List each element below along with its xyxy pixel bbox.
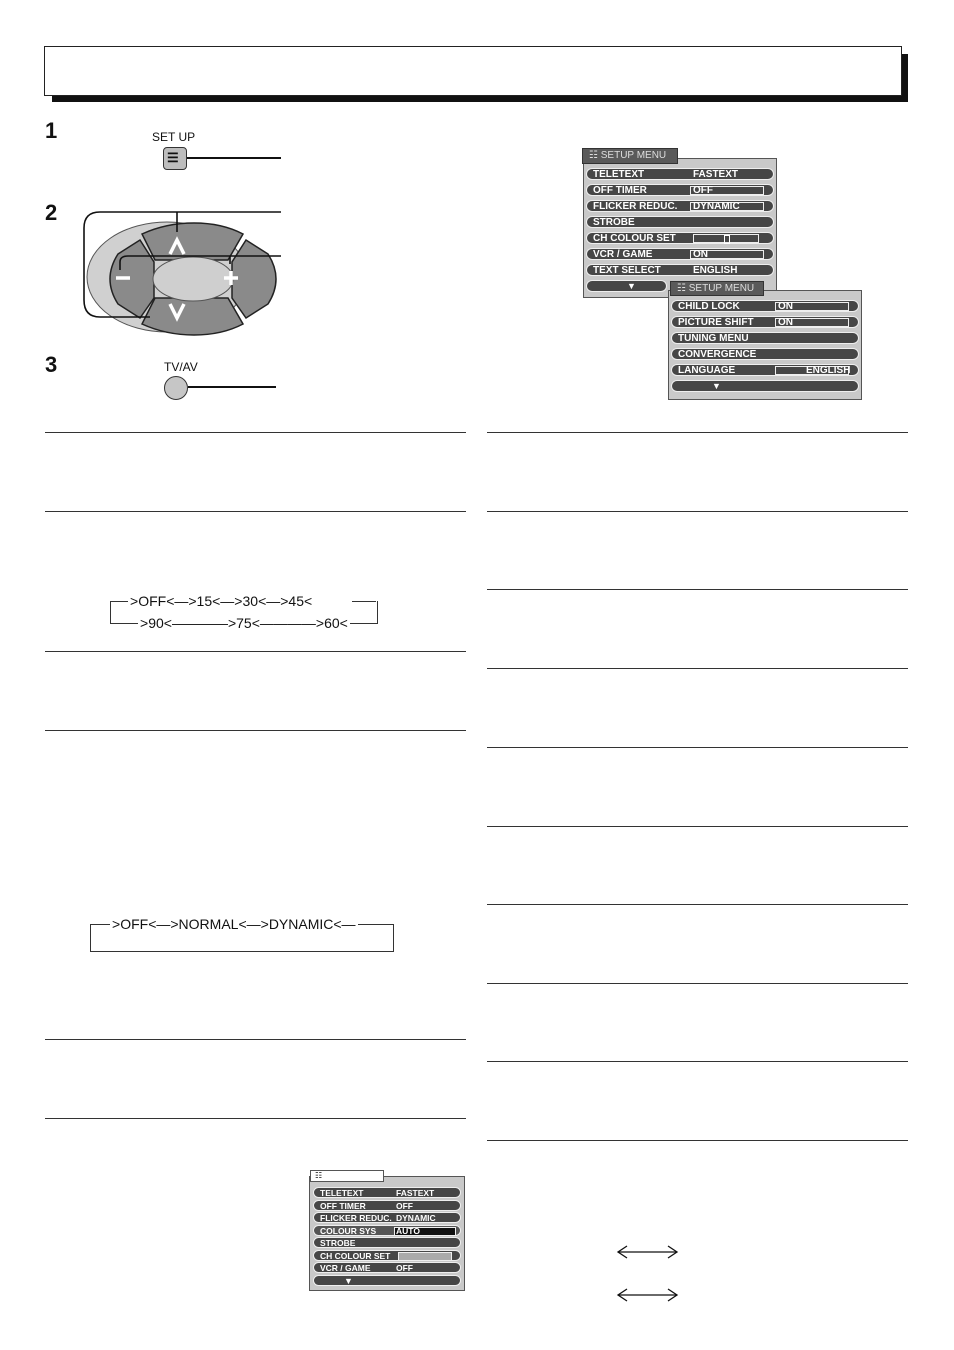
rule (487, 1061, 908, 1062)
menu-row-child-lock[interactable]: CHILD LOCK ON (671, 300, 859, 312)
setup-menu-title: SETUP MENU (600, 150, 667, 161)
rule (487, 826, 908, 827)
cycle-value: 15 (196, 593, 213, 609)
rule (45, 730, 466, 731)
menu-row-picture-shift[interactable]: PICTURE SHIFT ON (671, 316, 859, 328)
menu-row-colour-sys[interactable]: COLOUR SYS AUTO (313, 1225, 461, 1236)
directional-pad (70, 200, 290, 340)
rule (487, 904, 908, 905)
menu-row-ch-colour-set[interactable]: CH COLOUR SET (313, 1250, 461, 1261)
step-number-2: 2 (45, 200, 58, 225)
header-title-box (44, 46, 902, 96)
down-arrow-icon: ▼ (712, 381, 721, 391)
rule (45, 432, 466, 433)
down-button (142, 298, 243, 335)
menu-row-strobe[interactable]: STROBE (313, 1237, 461, 1248)
flicker-row: >OFF<—>NORMAL<—>DYNAMIC<— (112, 916, 356, 932)
cycle-value: 30 (242, 593, 259, 609)
cycle-value: DYNAMIC (268, 916, 334, 932)
double-arrow-icon (615, 1287, 681, 1303)
menu-row-vcr-game[interactable]: VCR / GAME OFF (313, 1262, 461, 1273)
setup-menu-small (309, 1171, 465, 1291)
callout-line-tvav (188, 386, 276, 388)
setup-menu-tab (582, 148, 678, 164)
setup-menu-tab-small (310, 1170, 384, 1182)
menu-scroll-down[interactable] (586, 280, 667, 292)
menu-row-off-timer[interactable]: OFF TIMER OFF (313, 1200, 461, 1211)
menu-scroll-down-small[interactable] (313, 1275, 461, 1286)
menu-row-flicker[interactable]: FLICKER REDUC. DYNAMIC (586, 200, 774, 212)
menu-row-off-timer[interactable]: OFF TIMER OFF (586, 184, 774, 196)
down-arrow-icon: ▼ (344, 1275, 353, 1286)
setup-button[interactable] (163, 147, 187, 170)
rule (487, 668, 908, 669)
menu-list-icon: ☷ (315, 1171, 323, 1180)
setup-menu-second-rows (668, 300, 862, 400)
rule (487, 747, 908, 748)
slider-thumb[interactable] (724, 235, 730, 244)
callout-line-setup (187, 157, 281, 159)
up-button (142, 223, 243, 260)
setup-menu-main-rows (583, 168, 777, 298)
menu-scroll-down-second[interactable] (671, 380, 859, 392)
cycle-value: OFF (120, 916, 149, 932)
menu-row-tuning-menu[interactable]: TUNING MENU (671, 332, 859, 344)
menu-row-vcr-game[interactable]: VCR / GAME ON (586, 248, 774, 260)
off-timer-bottom-row: >90<————>75<————>60< (140, 615, 348, 631)
menu-row-strobe[interactable]: STROBE (586, 216, 774, 228)
cycle-value: 45 (288, 593, 304, 609)
rule (487, 511, 908, 512)
step-number-3: 3 (45, 352, 58, 377)
rule (45, 511, 466, 512)
menu-list-icon: ☷ (677, 283, 686, 294)
cycle-value: 75 (236, 615, 252, 631)
rule (487, 432, 908, 433)
menu-row-text-select[interactable]: TEXT SELECT ENGLISH (586, 264, 774, 276)
setup-menu-tab-second (670, 281, 764, 296)
menu-row-teletext[interactable]: TELETEXT FASTEXT (586, 168, 774, 180)
rule (487, 983, 908, 984)
rule (45, 651, 466, 652)
cycle-value: 60 (324, 615, 340, 631)
rule (487, 1140, 908, 1141)
cycle-value: OFF (138, 593, 167, 609)
off-timer-top-row: >OFF<—>15<—>30<—>45< (130, 593, 313, 609)
rule (45, 1118, 466, 1119)
tvav-button-label: TV/AV (164, 360, 198, 374)
cycle-value: 90 (148, 615, 164, 631)
menu-row-teletext[interactable]: TELETEXT FASTEXT (313, 1187, 461, 1198)
setup-menu-title: SETUP MENU (688, 283, 755, 294)
menu-list-icon: ☰ (167, 150, 179, 165)
plus-button (232, 240, 276, 318)
rule (487, 589, 908, 590)
menu-row-ch-colour-set[interactable]: CH COLOUR SET (586, 232, 774, 244)
menu-row-convergence[interactable]: CONVERGENCE (671, 348, 859, 360)
down-arrow-icon: ▼ (627, 281, 636, 291)
cycle-value: NORMAL (178, 916, 239, 932)
colour-slider[interactable] (398, 1252, 452, 1261)
menu-list-icon: ☷ (589, 150, 598, 161)
double-arrow-icon (615, 1244, 681, 1260)
rule (45, 1039, 466, 1040)
menu-row-flicker[interactable]: FLICKER REDUC. DYNAMIC (313, 1212, 461, 1223)
menu-row-language[interactable]: LANGUAGE ENGLISH (671, 364, 859, 376)
step-number-1: 1 (45, 118, 58, 143)
tvav-button[interactable] (164, 376, 188, 400)
setup-button-label: SET UP (152, 130, 196, 144)
